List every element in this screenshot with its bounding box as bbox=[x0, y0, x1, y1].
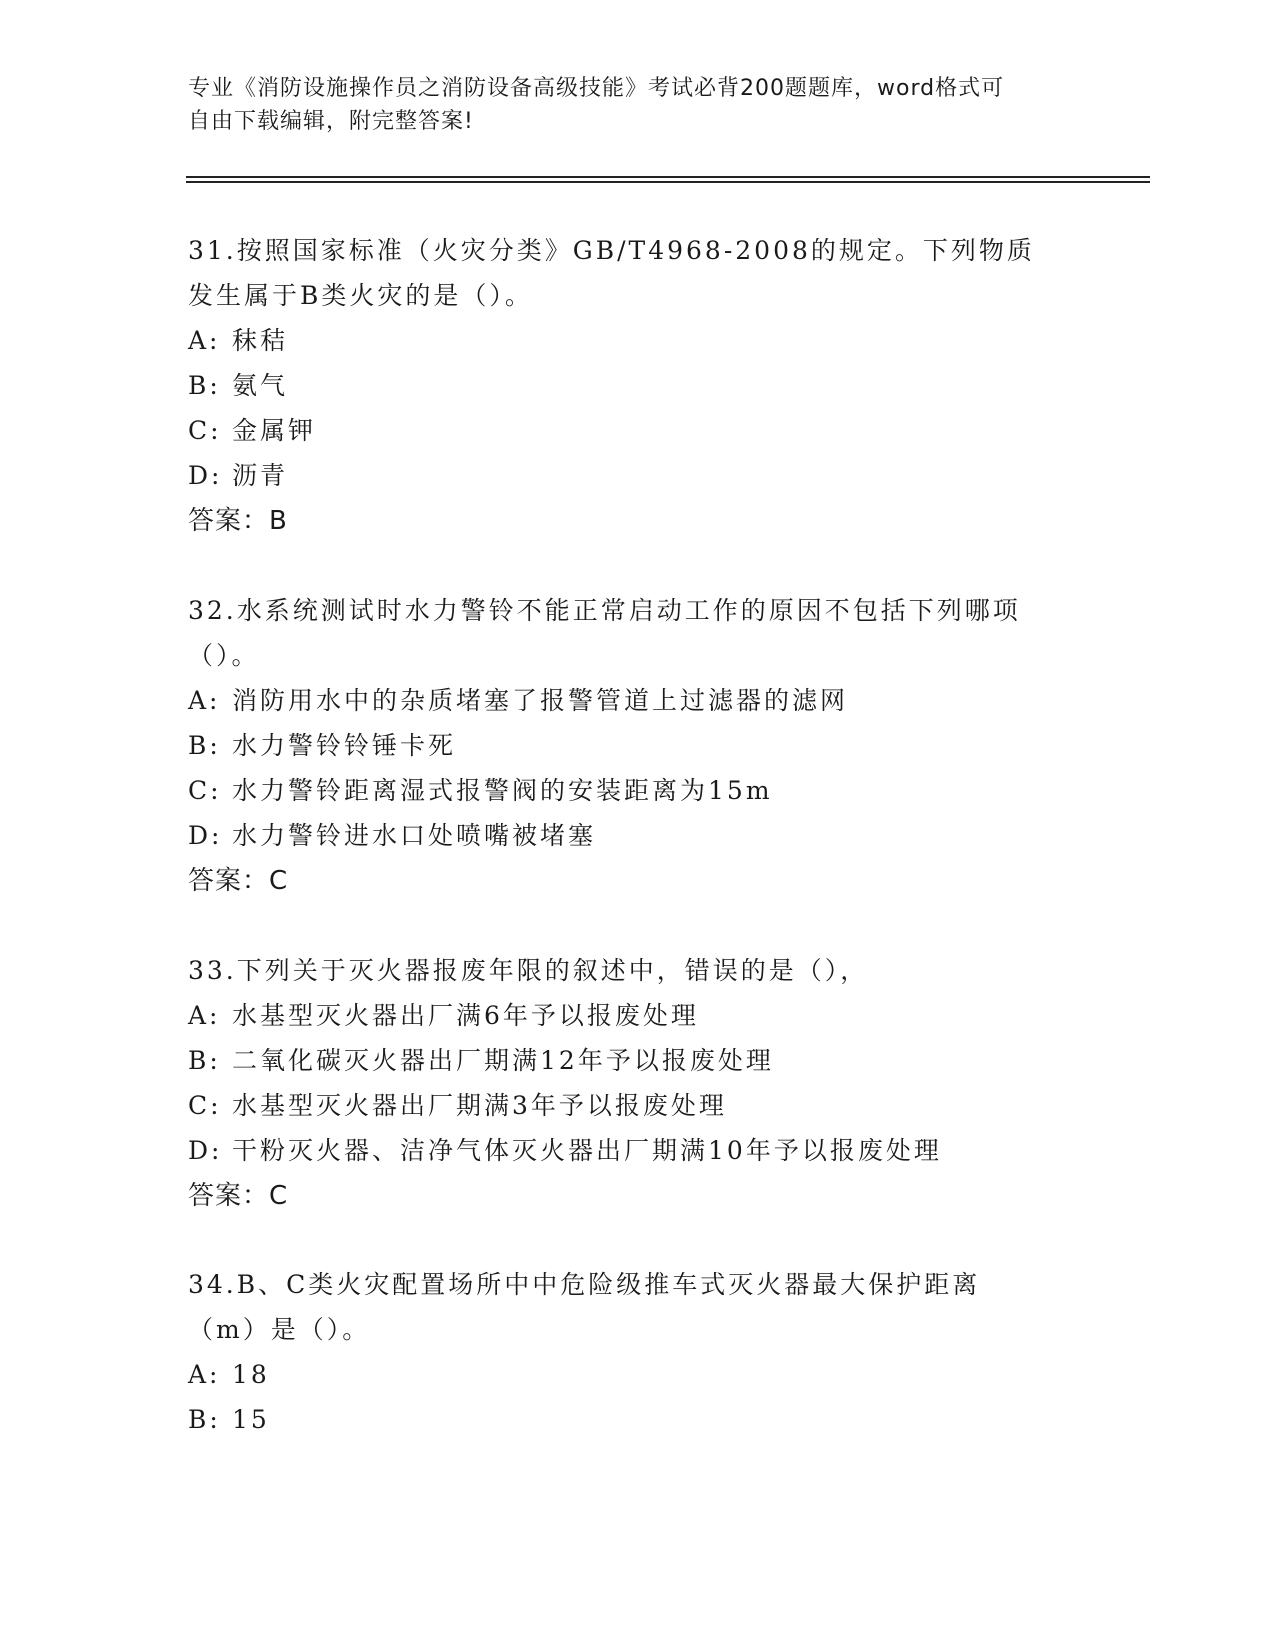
option-b bbox=[188, 723, 1088, 768]
answer: 答案：B bbox=[188, 506, 288, 536]
option-c bbox=[188, 1083, 1088, 1128]
option-text: 秣秸 bbox=[232, 326, 289, 355]
option-text: 18 bbox=[232, 1360, 270, 1389]
option-text: 水力警铃进水口处喷嘴被堵塞 bbox=[232, 821, 597, 850]
option-text: 水基型灭火器出厂期满3年予以报废处理 bbox=[232, 1091, 727, 1120]
question-31 bbox=[188, 228, 1088, 544]
option-text: 水基型灭火器出厂满6年予以报废处理 bbox=[232, 1001, 699, 1030]
header-line-1: 专业《消防设施操作员之消防设备高级技能》考试必背200题题库，word格式可 bbox=[188, 76, 1005, 101]
answer: 答案：C bbox=[188, 866, 289, 896]
option-text: 消防用水中的杂质堵塞了报警管道上过滤器的滤网 bbox=[232, 686, 849, 715]
option-text: 水力警铃铃锤卡死 bbox=[232, 731, 457, 760]
option-text: 氨气 bbox=[232, 371, 289, 400]
option-d bbox=[188, 813, 1088, 858]
option-a bbox=[188, 993, 1088, 1038]
option-label: C: bbox=[188, 416, 222, 445]
option-label: A: bbox=[188, 326, 221, 355]
option-label: D: bbox=[188, 1136, 223, 1165]
option-b bbox=[188, 1397, 1088, 1442]
question-text: 32.水系统测试时水力警铃不能正常启动工作的原因不包括下列哪项（）。 bbox=[188, 596, 1021, 670]
option-text: 15 bbox=[232, 1405, 270, 1434]
option-text: 二氧化碳灭火器出厂期满12年予以报废处理 bbox=[232, 1046, 774, 1075]
option-label: C: bbox=[188, 1091, 222, 1120]
answer: 答案：C bbox=[188, 1181, 289, 1211]
option-d bbox=[188, 453, 1088, 498]
header-divider-bottom bbox=[186, 181, 1150, 183]
option-a bbox=[188, 1352, 1088, 1397]
question-text: 34.B、C类火灾配置场所中中危险级推车式灭火器最大保护距离（m）是（）。 bbox=[188, 1270, 981, 1344]
option-label: B: bbox=[188, 1046, 221, 1075]
option-d bbox=[188, 1128, 1088, 1173]
option-label: A: bbox=[188, 1001, 221, 1030]
question-32 bbox=[188, 588, 1088, 904]
option-b bbox=[188, 1038, 1088, 1083]
option-b bbox=[188, 363, 1088, 408]
question-34 bbox=[188, 1262, 1088, 1442]
header-divider-top bbox=[186, 176, 1150, 178]
option-label: A: bbox=[188, 686, 221, 715]
option-text: 金属钾 bbox=[232, 416, 317, 445]
document-header bbox=[188, 72, 1068, 138]
option-c bbox=[188, 768, 1088, 813]
option-label: B: bbox=[188, 731, 221, 760]
option-label: A: bbox=[188, 1360, 221, 1389]
option-c bbox=[188, 408, 1088, 453]
option-text: 沥青 bbox=[232, 461, 289, 490]
option-a bbox=[188, 318, 1088, 363]
option-label: D: bbox=[188, 461, 223, 490]
option-label: B: bbox=[188, 371, 221, 400]
option-text: 水力警铃距离湿式报警阀的安装距离为15m bbox=[232, 776, 773, 805]
option-label: C: bbox=[188, 776, 222, 805]
option-a bbox=[188, 678, 1088, 723]
header-line-2: 自由下载编辑，附完整答案! bbox=[188, 109, 474, 134]
option-text: 干粉灭火器、洁净气体灭火器出厂期满10年予以报废处理 bbox=[232, 1136, 942, 1165]
option-label: B: bbox=[188, 1405, 221, 1434]
question-text: 33.下列关于灭火器报废年限的叙述中，错误的是（）， bbox=[188, 956, 869, 985]
question-text: 31.按照国家标准（火灾分类》GB/T4968-2008的规定。下列物质发生属于B类火灾的是（）。 bbox=[188, 236, 1035, 310]
question-33 bbox=[188, 948, 1088, 1219]
option-label: D: bbox=[188, 821, 223, 850]
